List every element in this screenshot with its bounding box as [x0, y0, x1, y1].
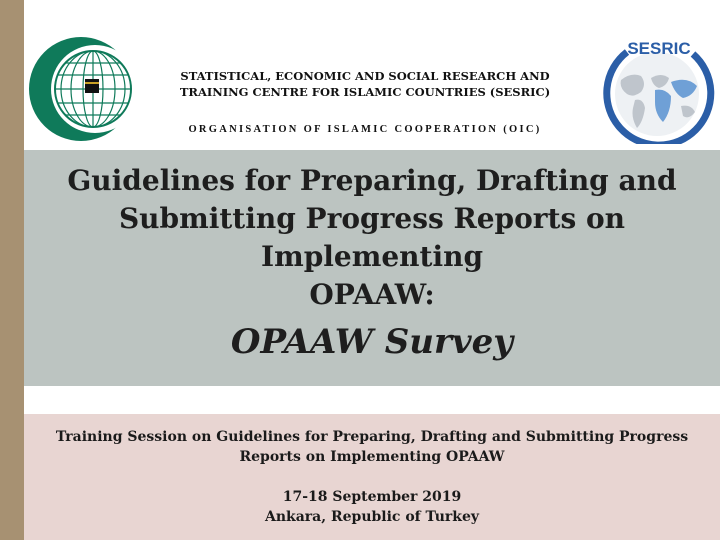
organization-name	[150, 68, 580, 100]
title-line1: Guidelines for Preparing, Drafting and	[67, 164, 677, 197]
title-line3: OPAAW:	[309, 278, 435, 311]
title-line2: Submitting Progress Reports on Implementing	[118, 202, 626, 273]
sesric-logo-icon	[597, 28, 715, 144]
event-location: Ankara, Republic of Turkey	[264, 509, 479, 525]
organization-name-line2: TRAINING CENTRE FOR ISLAMIC COUNTRIES (SESRIC)	[179, 85, 551, 99]
sesric-logo-text: SESRIC	[627, 39, 691, 58]
oic-name: ORGANISATION OF ISLAMIC COOPERATION (OIC)	[188, 124, 542, 135]
title-panel	[24, 150, 720, 386]
event-title-line2: Reports on Implementing OPAAW	[239, 449, 505, 465]
organization-name-line1: STATISTICAL, ECONOMIC AND SOCIAL RESEARCH AND	[180, 69, 550, 83]
page-subtitle: OPAAW Survey	[230, 322, 514, 362]
side-accent-bar	[0, 0, 24, 540]
event-info-panel	[24, 414, 720, 540]
event-date: 17-18 September 2019	[282, 489, 462, 505]
page-title	[24, 162, 720, 314]
oic-logo-icon	[27, 35, 141, 143]
event-title-line1: Training Session on Guidelines for Preparing, Drafting and Submitting Progress	[55, 429, 689, 445]
